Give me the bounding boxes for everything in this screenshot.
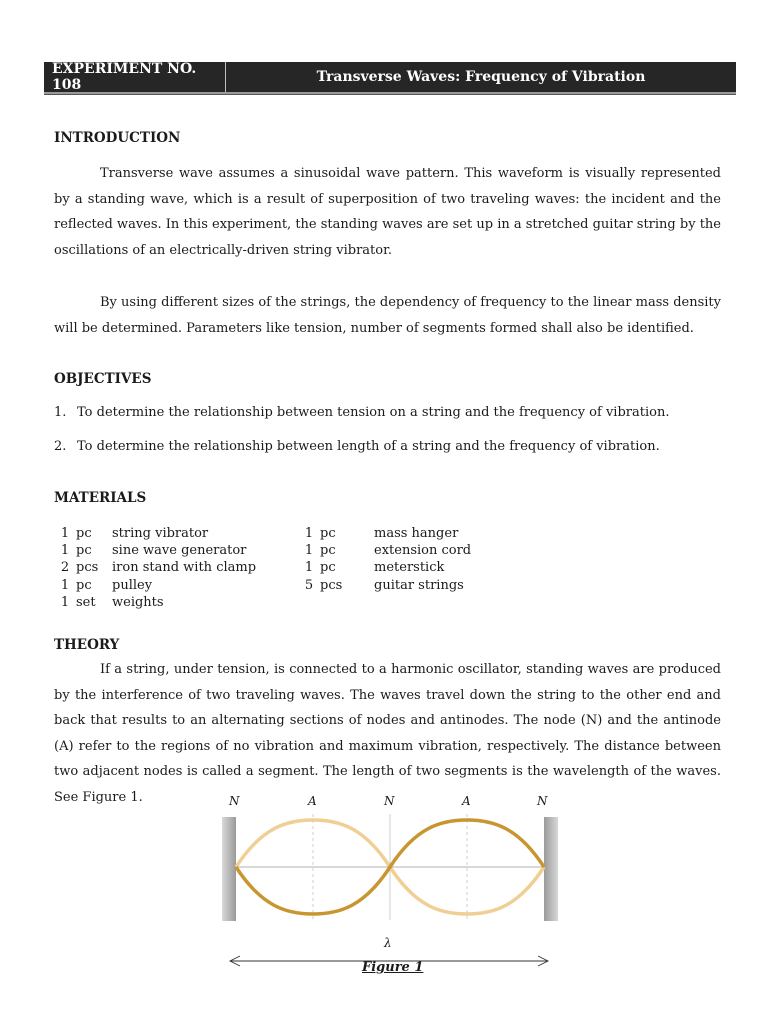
header-bar [44, 62, 736, 94]
objective-text: To determine the relationship between tension on a string and the frequency of vibration. [77, 405, 670, 420]
header-divider [44, 94, 736, 95]
objectives-heading: OBJECTIVES [54, 371, 152, 387]
material-name: meterstick [374, 560, 445, 576]
material-qty: 2 [60, 560, 70, 576]
material-unit: pc [76, 577, 92, 593]
material-name: iron stand with clamp [112, 560, 257, 576]
material-row [56, 525, 256, 542]
theory-heading: THEORY [54, 637, 120, 653]
material-qty: 1 [60, 526, 70, 541]
wavelength-label: λ [384, 936, 392, 950]
materials-list-right [300, 525, 471, 594]
materials-list-left [56, 525, 256, 611]
material-name: sine wave generator [112, 543, 247, 559]
material-row [56, 542, 256, 559]
objective-number: 2. [54, 439, 67, 454]
introduction-heading: INTRODUCTION [54, 130, 181, 146]
antinode-label: A [308, 794, 317, 808]
material-qty: 1 [60, 543, 70, 559]
introduction-paragraph-1: Transverse wave assumes a sinusoidal wave pattern. This waveform is visually represented by a standing wave, which is a result of superposition of two traveling waves: the incident and the reflected waves. In this experiment, the standing waves are set up in a stretched guitar string by the oscillations of an electrically-driven string vibrator. [54, 166, 721, 258]
material-row [56, 594, 256, 611]
left-wall [222, 817, 236, 921]
material-qty: 1 [304, 560, 314, 576]
material-qty: 1 [60, 594, 70, 610]
material-row [300, 577, 471, 594]
experiment-title: Transverse Waves: Frequency of Vibration [316, 69, 646, 85]
material-unit: pc [320, 526, 336, 541]
material-qty: 1 [304, 526, 314, 541]
material-unit: pc [320, 560, 336, 576]
material-row [56, 559, 256, 576]
material-row [300, 542, 471, 559]
material-name: mass hanger [374, 526, 459, 541]
material-name: weights [112, 594, 164, 610]
material-name: pulley [112, 577, 153, 593]
antinode-label: A [462, 794, 471, 808]
materials-heading: MATERIALS [54, 490, 147, 506]
node-label: N [384, 794, 395, 808]
objective-item [54, 439, 660, 454]
theory-paragraph: If a string, under tension, is connected to a harmonic oscillator, standing waves are produced by the interference of two traveling waves. The waves travel down the string to the other end and back that results to an alternating sections of nodes and antinodes. The node (N) and the antinode (A) refer to the regions of no vibration and maximum vibration, respectively. The distance between two adjacent nodes is called a segment. The length of two segments is the wavelength of the waves. See Figure 1. [54, 662, 721, 805]
material-name: extension cord [374, 543, 472, 559]
objective-number: 1. [54, 405, 67, 420]
material-row [300, 559, 471, 576]
material-unit: pc [76, 526, 92, 541]
material-row [300, 525, 471, 542]
figure-caption: Figure 1 [362, 960, 424, 975]
introduction-paragraph-2: By using different sizes of the strings, the dependency of frequency to the linear mass density will be determined. Parameters like tension, number of segments formed shall also be identified. [54, 295, 721, 336]
material-unit: set [76, 594, 96, 610]
material-name: string vibrator [112, 526, 209, 541]
node-label: N [537, 794, 548, 808]
experiment-number: EXPERIMENT NO. 108 [44, 62, 226, 92]
material-unit: pc [320, 543, 336, 559]
material-qty: 1 [304, 543, 314, 559]
objective-item [54, 405, 669, 420]
right-wall [544, 817, 558, 921]
material-unit: pcs [320, 577, 343, 593]
material-unit: pcs [76, 560, 99, 576]
material-qty: 5 [304, 577, 314, 593]
material-name: guitar strings [374, 577, 464, 593]
standing-wave-figure [222, 792, 558, 982]
node-label: N [229, 794, 240, 808]
material-row [56, 577, 256, 594]
material-qty: 1 [60, 577, 70, 593]
objective-text: To determine the relationship between length of a string and the frequency of vibration. [77, 439, 660, 454]
material-unit: pc [76, 543, 92, 559]
